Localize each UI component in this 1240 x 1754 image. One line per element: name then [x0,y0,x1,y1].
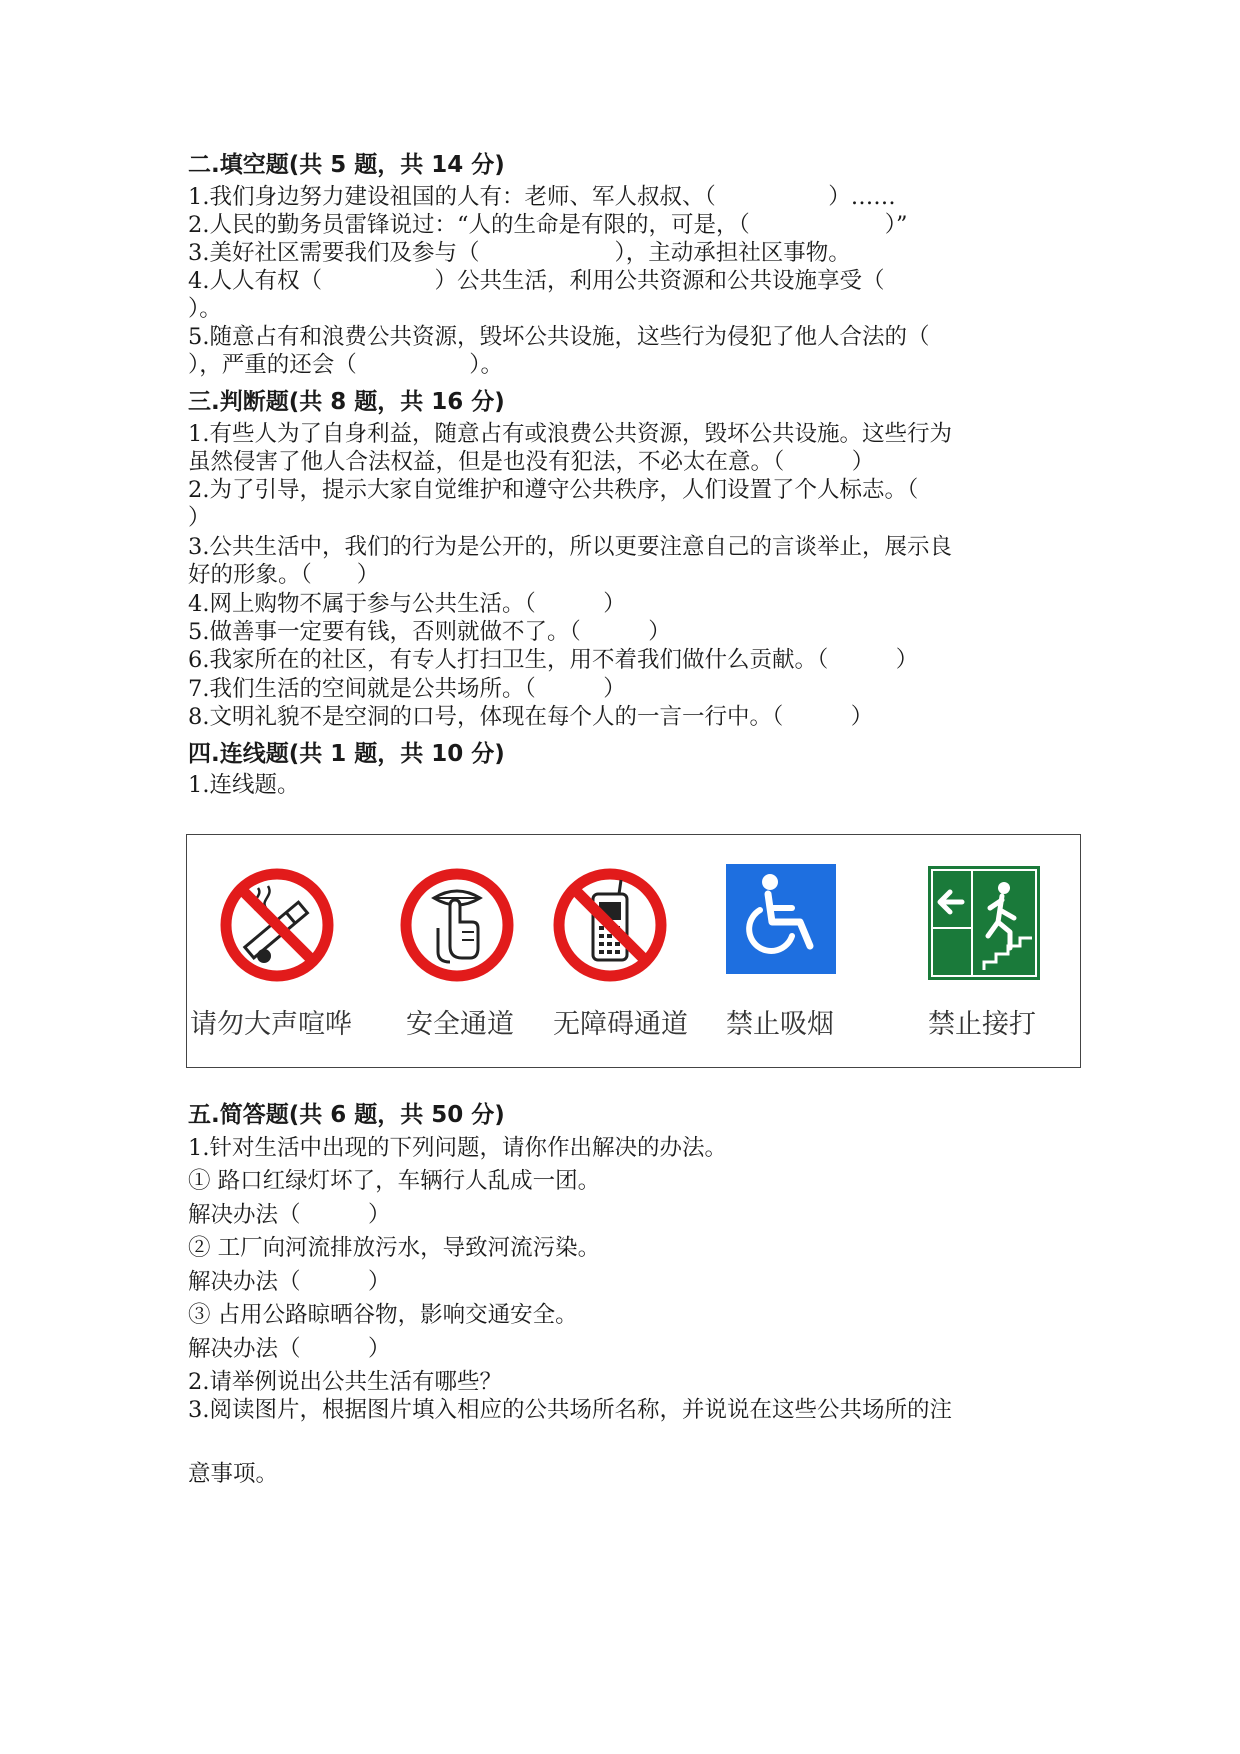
sign-label: 请勿大声喧哗 [190,1009,352,1040]
section-heading-short-answer: 五.简答题(共 6 题，共 50 分) [188,1102,505,1128]
question-line: ① 路口红绿灯坏了，车辆行人乱成一团。 [188,1168,601,1194]
question-line: ② 工厂向河流排放污水，导致河流污染。 [188,1235,601,1261]
question-line: ） [188,505,211,531]
answer-line: 解决办法（ ） [188,1202,391,1228]
answer-line: 解决办法（ ） [188,1269,391,1295]
question-line: 2.人民的勤务员雷锋说过：“人的生命是有限的，可是，（ ）” [188,212,908,238]
question-line: 4.人人有权（ ）公共生活，利用公共资源和公共设施享受（ [188,268,885,294]
no-phone-icon [551,866,669,984]
section-heading-true-false: 三.判断题(共 8 题，共 16 分) [188,389,505,415]
question-line: 5.做善事一定要有钱，否则就做不了。（ ） [188,619,671,645]
question-line: 3.美好社区需要我们及参与（ ），主动承担社区事物。 [188,240,851,266]
question-line: ）。 [188,296,222,322]
question-line: ③ 占用公路晾晒谷物，影响交通安全。 [188,1302,578,1328]
section-heading-fill-blank: 二.填空题(共 5 题，共 14 分) [188,152,505,178]
question-line: 2.为了引导，提示大家自觉维护和遵守公共秩序，人们设置了个人标志。（ [188,477,919,503]
question-line: 1.连线题。 [188,772,300,798]
question-line: 好的形象。（ ） [188,562,380,588]
question-line: 虽然侵害了他人合法权益，但是也没有犯法，不必太在意。（ ） [188,449,875,475]
question-line: 1.我们身边努力建设祖国的人有：老师、军人叔叔、（ ）…… [188,184,896,210]
question-line: 8.文明礼貌不是空洞的口号，体现在每个人的一言一行中。（ ） [188,704,874,730]
answer-line: 解决办法（ ） [188,1336,391,1362]
question-line: 4.网上购物不属于参与公共生活。（ ） [188,591,626,617]
question-line: 6.我家所在的社区，有专人打扫卫生，用不着我们做什么贡献。（ ） [188,647,919,673]
question-line: 意事项。 [188,1461,279,1487]
question-line: 1.针对生活中出现的下列问题，请你作出解决的办法。 [188,1135,727,1161]
sign-label: 无障碍通道 [553,1009,688,1040]
question-line: 5.随意占有和浪费公共资源，毁坏公共设施，这些行为侵犯了他人合法的（ [188,324,930,350]
wheelchair-accessible-icon [726,864,836,974]
sign-label: 禁止接打 [928,1009,1036,1040]
question-line: 3.公共生活中，我们的行为是公开的，所以更要注意自己的言谈举止，展示良 [188,534,952,560]
sign-label: 安全通道 [406,1009,514,1040]
question-line: 3.阅读图片，根据图片填入相应的公共场所名称，并说说在这些公共场所的注 [188,1397,952,1423]
quiet-please-icon [398,866,516,984]
sign-label: 禁止吸烟 [726,1009,834,1040]
question-line: 2.请举例说出公共生活有哪些？ [188,1369,502,1395]
question-line: ），严重的还会（ ）。 [188,352,504,378]
no-smoking-icon [218,866,336,984]
question-line: 1.有些人为了自身利益，随意占有或浪费公共资源，毁坏公共设施。这些行为 [188,421,952,447]
emergency-exit-icon [928,866,1040,980]
question-line: 7.我们生活的空间就是公共场所。（ ） [188,676,626,702]
section-heading-matching: 四.连线题(共 1 题，共 10 分) [188,741,505,767]
